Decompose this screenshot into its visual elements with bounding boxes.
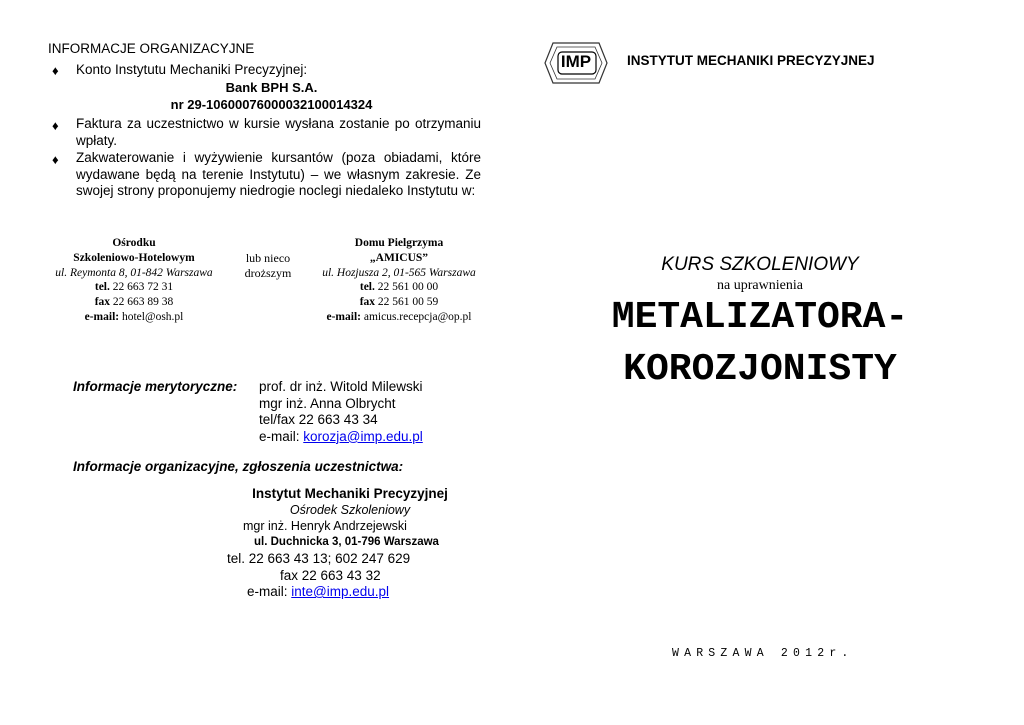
merit-email-link[interactable]: korozja@imp.edu.pl — [303, 428, 423, 444]
org-email-link[interactable]: inte@imp.edu.pl — [291, 584, 390, 599]
lodging-b-line1: Domu Pielgrzyma — [354, 237, 444, 249]
org-email-row — [247, 584, 389, 599]
lodging-b-tel: 22 561 00 00 — [377, 281, 439, 294]
lodging-middle-line1: lub nieco — [245, 251, 291, 265]
lodging-middle-line2: droższym — [244, 265, 292, 280]
lodging-b-line2: „AMICUS” — [369, 251, 429, 264]
institute-name: INSTYTUT MECHANIKI PRECYZYJNEJ — [627, 53, 875, 68]
footer-place-year: WARSZAWA 2012r. — [672, 647, 854, 660]
lodging-b-email-label: e-mail: — [326, 310, 361, 323]
lodging-a-line2: Szkoleniowo-Hotelowym — [73, 251, 195, 264]
lodging-b-fax-label: fax — [359, 296, 376, 309]
lodging-a-email: hotel@osh.pl — [121, 310, 184, 323]
lodging-a-line1: Ośrodku — [112, 237, 156, 249]
org-fax: fax 22 663 43 32 — [280, 568, 381, 583]
bank-account-number: nr 29-10600076000032100014324 — [170, 97, 373, 112]
lodging-b-tel-label: tel. — [359, 281, 375, 294]
course-label: KURS SZKOLENIOWY — [661, 254, 859, 275]
lodging-a-tel-label: tel. — [94, 281, 110, 294]
merit-info-label: Informacje merytoryczne: — [73, 379, 238, 394]
lodging-b-email: amicus.recepcja@op.pl — [363, 310, 472, 323]
section-heading: INFORMACJE ORGANIZACYJNE — [48, 41, 255, 56]
lodging-option-osh — [40, 236, 228, 325]
org-institute: Instytut Mechaniki Precyzyjnej — [252, 486, 448, 501]
org-address: ul. Duchnicka 3, 01-796 Warszawa — [254, 536, 439, 548]
course-title-line-1: METALIZATORA- — [611, 296, 909, 339]
course-subtitle: na uprawnienia — [717, 278, 803, 293]
lodging-a-email-label: e-mail: — [84, 310, 120, 323]
lodging-a-fax: 22 663 89 38 — [112, 296, 174, 309]
bank-account-intro: Konto Instytutu Mechaniki Precyzyjnej: — [76, 62, 308, 77]
lodging-b-fax: 22 561 00 59 — [377, 296, 439, 309]
accommodation-info: Zakwaterowanie i wyżywienie kursantów (poza obiadami, które wydawane będą na terenie Instytutu) – we własnym zakresie. Ze swojej strony proponujemy niedrogie noclegi niedaleko Instytutu w: — [76, 150, 481, 198]
lodging-a-address: ul. Reymonta 8, 01-842 Warszawa — [55, 266, 213, 279]
bullet-icon: ♦ — [52, 152, 59, 167]
bank-name: Bank BPH S.A. — [225, 80, 318, 95]
merit-contacts — [259, 379, 423, 445]
lodging-connector — [228, 251, 308, 281]
bullet-icon: ♦ — [52, 63, 59, 78]
bullet-icon: ♦ — [52, 118, 59, 133]
lodging-option-amicus — [305, 236, 493, 325]
org-center: Ośrodek Szkoleniowy — [289, 503, 411, 517]
imp-logo — [543, 41, 609, 85]
merit-person-2: mgr inż. Anna Olbrycht — [259, 395, 396, 411]
lodging-a-fax-label: fax — [94, 296, 111, 309]
org-info-label: Informacje organizacyjne, zgłoszenia uczestnictwa: — [73, 459, 404, 474]
org-tel: tel. 22 663 43 13; 602 247 629 — [227, 551, 411, 566]
lodging-b-address: ul. Hozjusza 2, 01-565 Warszawa — [322, 266, 476, 279]
logo-text: IMP — [560, 52, 592, 71]
invoice-info: Faktura za uczestnictwo w kursie wysłana zostanie po otrzymaniu wpłaty. — [76, 116, 481, 148]
lodging-a-tel: 22 663 72 31 — [112, 281, 174, 294]
org-email-label: e-mail: — [247, 584, 292, 599]
org-person: mgr inż. Henryk Andrzejewski — [243, 519, 407, 533]
merit-person-1: prof. dr inż. Witold Milewski — [259, 379, 423, 394]
merit-telfax: tel/fax 22 663 43 34 — [259, 412, 378, 428]
course-title-line-2: KOROZJONISTY — [623, 348, 897, 391]
merit-email-label: e-mail: — [259, 428, 304, 444]
